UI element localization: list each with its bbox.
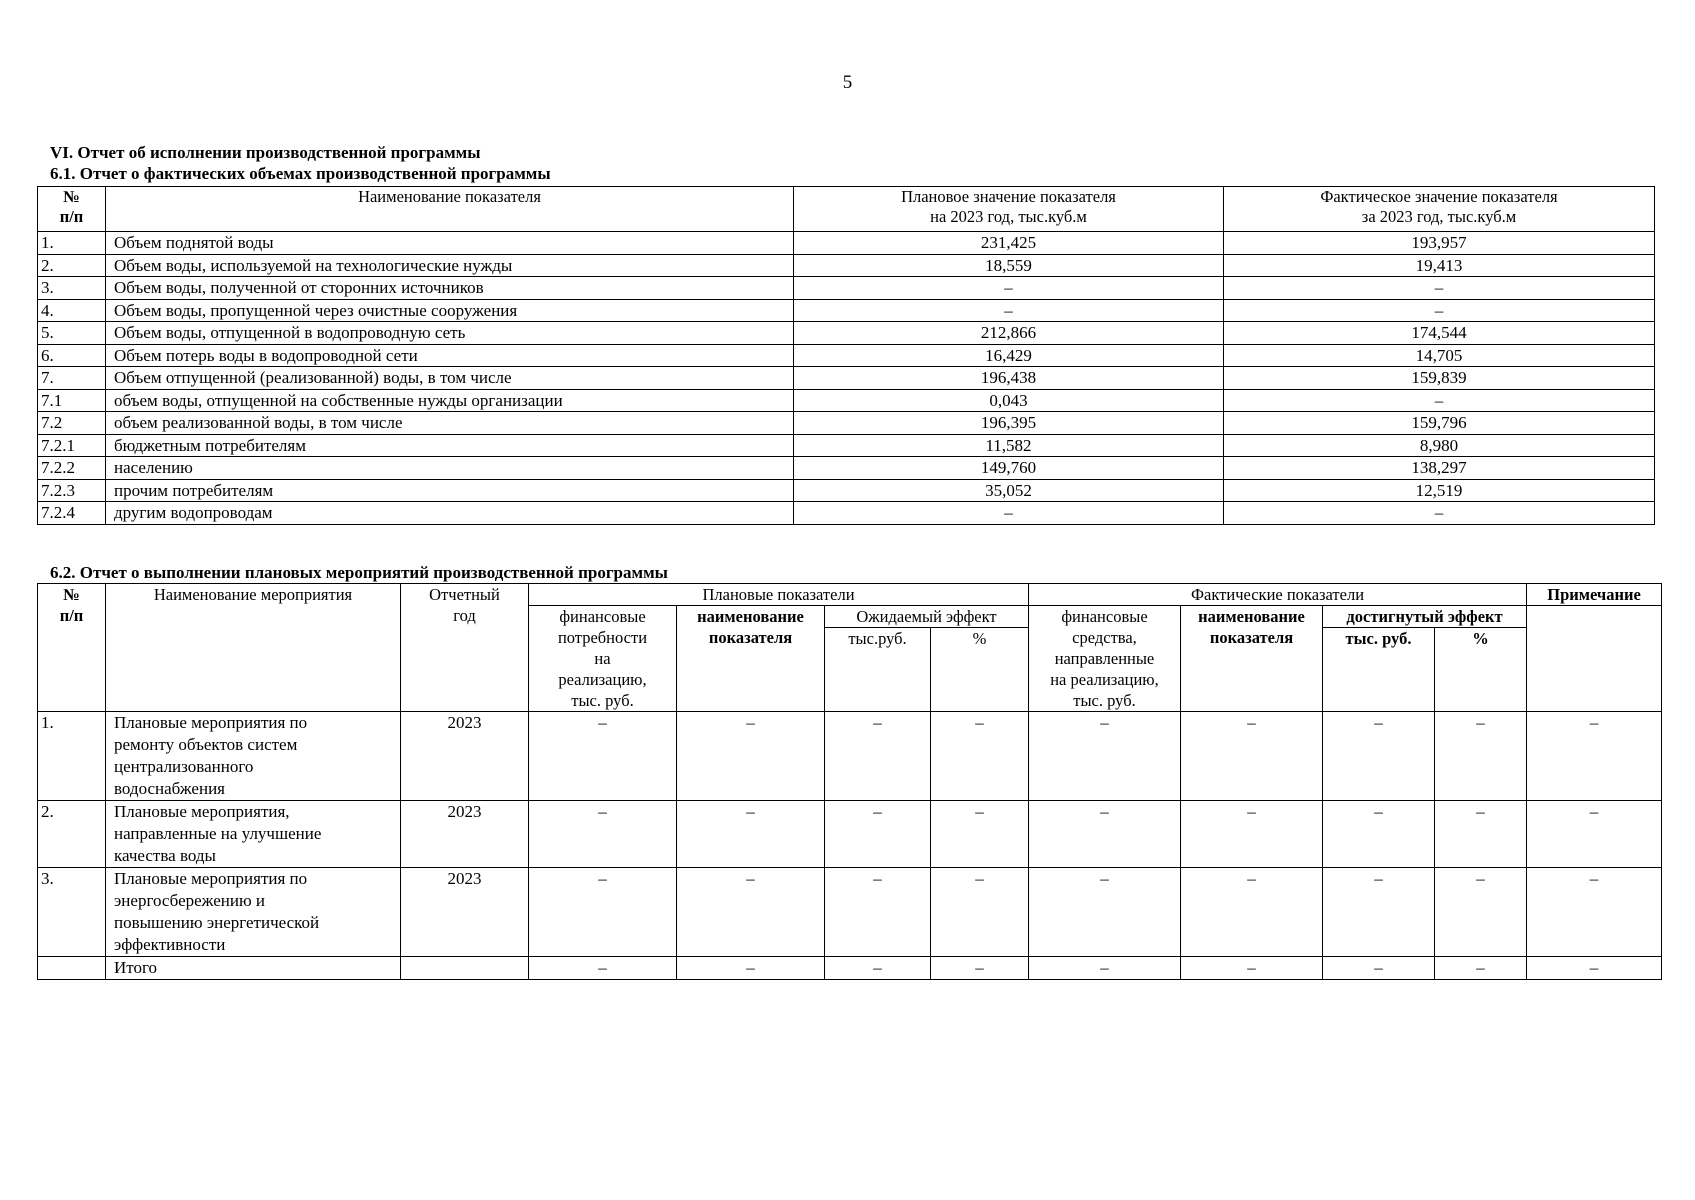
fact-effect-pct: – (1435, 712, 1527, 801)
row-num: 3. (38, 277, 106, 300)
total-fact-indicator: – (1181, 957, 1323, 980)
header-plan-effect-rub: тыс.руб. (825, 628, 931, 712)
plan-value: – (794, 502, 1224, 525)
table-row (38, 868, 1662, 957)
report-year: 2023 (401, 801, 529, 868)
table-row (38, 322, 1655, 345)
report-year: 2023 (401, 868, 529, 957)
total-num-blank (38, 957, 106, 980)
plan-value: 16,429 (794, 344, 1224, 367)
events-header-row-1 (38, 584, 1662, 606)
fact-value: 193,957 (1224, 232, 1655, 255)
plan-value: – (794, 299, 1224, 322)
header-plan-effect: Ожидаемый эффект (825, 606, 1029, 628)
fact-effect-rub: – (1323, 712, 1435, 801)
table-row (38, 412, 1655, 435)
indicator-name: Объем потерь воды в водопроводной сети (106, 344, 794, 367)
indicator-name: Объем воды, полученной от сторонних источников (106, 277, 794, 300)
indicator-name: другим водопроводам (106, 502, 794, 525)
fact-value: 19,413 (1224, 254, 1655, 277)
row-num: 4. (38, 299, 106, 322)
row-num: 7.2 (38, 412, 106, 435)
plan-value: 212,866 (794, 322, 1224, 345)
total-fact-effect-rub: – (1323, 957, 1435, 980)
page-number: 5 (842, 72, 853, 93)
row-num: 3. (38, 868, 106, 957)
table-row (38, 254, 1655, 277)
plan-value: 18,559 (794, 254, 1224, 277)
fact-effect-pct: – (1435, 801, 1527, 868)
plan-effect-pct: – (931, 712, 1029, 801)
volumes-table-header (38, 187, 1655, 232)
fact-effect-pct: – (1435, 868, 1527, 957)
plan-finance: – (529, 801, 677, 868)
total-fact-finance: – (1029, 957, 1181, 980)
fact-value: 174,544 (1224, 322, 1655, 345)
fact-value: – (1224, 389, 1655, 412)
plan-value: – (794, 277, 1224, 300)
indicator-name: Объем отпущенной (реализованной) воды, в том числе (106, 367, 794, 390)
header-fact-effect: достигнутый эффект (1323, 606, 1527, 628)
plan-value: 196,395 (794, 412, 1224, 435)
note: – (1527, 801, 1662, 868)
header-fact-value: Фактическое значение показателя за 2023 год, тыс.куб.м (1224, 187, 1655, 232)
plan-effect-rub: – (825, 712, 931, 801)
plan-effect-pct: – (931, 868, 1029, 957)
row-num: 2. (38, 801, 106, 868)
indicator-name: Объем воды, используемой на технологические нужды (106, 254, 794, 277)
total-plan-effect-rub: – (825, 957, 931, 980)
subsection-title-events: 6.2. Отчет о выполнении плановых мероприятий производственной программы (50, 563, 668, 582)
header-num: № п/п (38, 187, 106, 232)
table-row (38, 434, 1655, 457)
total-plan-finance: – (529, 957, 677, 980)
plan-effect-rub: – (825, 868, 931, 957)
table-row (38, 712, 1662, 801)
header-num: № п/п (38, 584, 106, 712)
header-plan-finance: финансовые потребности на реализацию, тыс. руб. (529, 606, 677, 712)
plan-value: 231,425 (794, 232, 1224, 255)
table-row (38, 389, 1655, 412)
fact-value: – (1224, 299, 1655, 322)
fact-value: 12,519 (1224, 479, 1655, 502)
plan-effect-rub: – (825, 801, 931, 868)
row-num: 7.1 (38, 389, 106, 412)
header-year: Отчетный год (401, 584, 529, 712)
table-row (38, 232, 1655, 255)
plan-effect-pct: – (931, 801, 1029, 868)
fact-indicator: – (1181, 868, 1323, 957)
fact-value: 138,297 (1224, 457, 1655, 480)
total-fact-effect-pct: – (1435, 957, 1527, 980)
indicator-name: объем реализованной воды, в том числе (106, 412, 794, 435)
section-title: VI. Отчет об исполнении производственной программы (50, 143, 481, 162)
header-fact-indicator: наименование показателя (1181, 606, 1323, 712)
row-num: 7.2.2 (38, 457, 106, 480)
total-plan-indicator: – (677, 957, 825, 980)
table-row (38, 277, 1655, 300)
fact-finance: – (1029, 801, 1181, 868)
header-planned-group: Плановые показатели (529, 584, 1029, 606)
subsection-title-volumes: 6.1. Отчет о фактических объемах производственной программы (50, 164, 551, 183)
note: – (1527, 712, 1662, 801)
plan-value: 149,760 (794, 457, 1224, 480)
indicator-name: объем воды, отпущенной на собственные нужды организации (106, 389, 794, 412)
report-year: 2023 (401, 712, 529, 801)
fact-indicator: – (1181, 801, 1323, 868)
fact-value: 159,796 (1224, 412, 1655, 435)
row-num: 7.2.3 (38, 479, 106, 502)
plan-value: 35,052 (794, 479, 1224, 502)
row-num: 6. (38, 344, 106, 367)
header-plan-effect-pct: % (931, 628, 1029, 712)
header-fact-effect-pct: % (1435, 628, 1527, 712)
header-fact-finance: финансовые средства, направленные на реализацию, тыс. руб. (1029, 606, 1181, 712)
plan-indicator: – (677, 712, 825, 801)
header-fact-effect-rub: тыс. руб. (1323, 628, 1435, 712)
volumes-table (37, 186, 1655, 525)
indicator-name: Объем поднятой воды (106, 232, 794, 255)
plan-value: 11,582 (794, 434, 1224, 457)
table-row (38, 367, 1655, 390)
total-note: – (1527, 957, 1662, 980)
table-row (38, 299, 1655, 322)
plan-finance: – (529, 868, 677, 957)
fact-value: 159,839 (1224, 367, 1655, 390)
indicator-name: Объем воды, отпущенной в водопроводную сеть (106, 322, 794, 345)
header-plan-indicator: наименование показателя (677, 606, 825, 712)
fact-value: – (1224, 277, 1655, 300)
row-num: 1. (38, 232, 106, 255)
total-label: Итого (106, 957, 401, 980)
row-num: 7.2.1 (38, 434, 106, 457)
plan-value: 0,043 (794, 389, 1224, 412)
table-row (38, 344, 1655, 367)
row-num: 2. (38, 254, 106, 277)
indicator-name: Объем воды, пропущенной через очистные сооружения (106, 299, 794, 322)
fact-finance: – (1029, 712, 1181, 801)
indicator-name: бюджетным потребителям (106, 434, 794, 457)
fact-finance: – (1029, 868, 1181, 957)
plan-indicator: – (677, 868, 825, 957)
total-plan-effect-pct: – (931, 957, 1029, 980)
indicator-name: населению (106, 457, 794, 480)
row-num: 7.2.4 (38, 502, 106, 525)
row-num: 5. (38, 322, 106, 345)
row-num: 7. (38, 367, 106, 390)
table-row (38, 502, 1655, 525)
plan-indicator: – (677, 801, 825, 868)
fact-value: 8,980 (1224, 434, 1655, 457)
fact-value: 14,705 (1224, 344, 1655, 367)
header-note: Примечание (1527, 584, 1662, 606)
event-name: Плановые мероприятия по ремонту объектов систем централизованного водоснабжения (106, 712, 401, 801)
row-num: 1. (38, 712, 106, 801)
table-row (38, 479, 1655, 502)
header-plan-value: Плановое значение показателя на 2023 год, тыс.куб.м (794, 187, 1224, 232)
header-indicator-name: Наименование показателя (106, 187, 794, 232)
header-event-name: Наименование мероприятия (106, 584, 401, 712)
header-actual-group: Фактические показатели (1029, 584, 1527, 606)
plan-value: 196,438 (794, 367, 1224, 390)
header-note-blank (1527, 606, 1662, 712)
indicator-name: прочим потребителям (106, 479, 794, 502)
total-year-blank (401, 957, 529, 980)
event-name: Плановые мероприятия, направленные на улучшение качества воды (106, 801, 401, 868)
table-row (38, 801, 1662, 868)
note: – (1527, 868, 1662, 957)
fact-value: – (1224, 502, 1655, 525)
events-table (37, 583, 1662, 980)
plan-finance: – (529, 712, 677, 801)
event-name: Плановые мероприятия по энергосбережению и повышению энергетической эффективности (106, 868, 401, 957)
fact-indicator: – (1181, 712, 1323, 801)
total-row (38, 957, 1662, 980)
fact-effect-rub: – (1323, 868, 1435, 957)
fact-effect-rub: – (1323, 801, 1435, 868)
table-row (38, 457, 1655, 480)
